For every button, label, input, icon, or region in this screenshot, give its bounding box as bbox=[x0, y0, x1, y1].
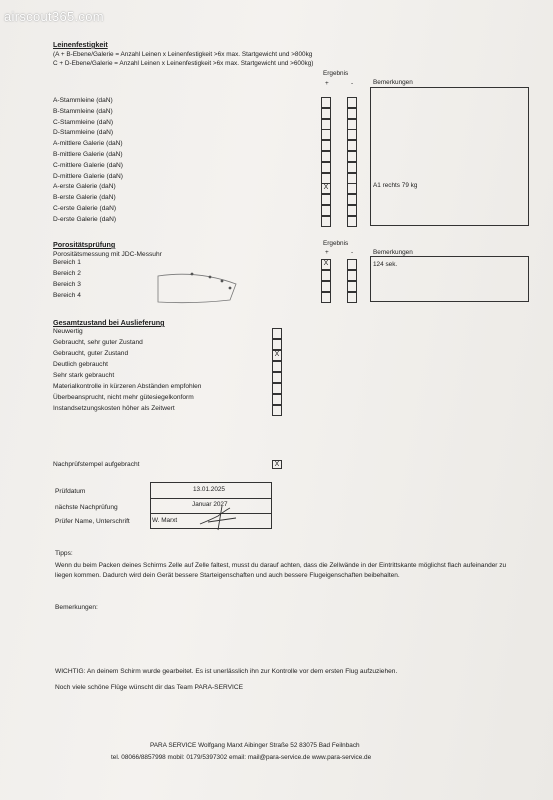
zustand-checkbox-plus[interactable] bbox=[272, 328, 282, 339]
measure-point-2 bbox=[209, 276, 212, 279]
tipps-text: Wenn du beim Packen deines Schirms Zelle auf Zelle faltest, musst du darauf achten, dass die Zellwände in der Eintrittskante möglichst flach aufeinander zu liegen kommen. Dadurch wird dein Gerät bessere Starteigenschaften und auch bessere Flugeigenschaften beibehalten. bbox=[55, 562, 507, 579]
zustand-row-label: Deutlich gebraucht bbox=[53, 361, 108, 368]
leinen-checkbox-minus[interactable] bbox=[347, 194, 357, 205]
leinen-row-label: A-mittlere Galerie (daN) bbox=[53, 140, 123, 148]
leinen-checkbox-minus[interactable] bbox=[347, 151, 357, 162]
poro-row-label: Bereich 2 bbox=[53, 270, 81, 277]
ergebnis-label: Ergebnis bbox=[323, 70, 349, 77]
leinen-checkbox-plus[interactable] bbox=[321, 119, 331, 130]
zustand-checkbox-plus[interactable] bbox=[272, 339, 282, 350]
poro-checkbox-plus[interactable] bbox=[321, 270, 331, 281]
leinen-checkbox-plus[interactable] bbox=[321, 173, 331, 184]
poro-subtitle: Porositätsmessung mit JDC-Messuhr bbox=[53, 251, 162, 258]
leinen-checkbox-minus[interactable] bbox=[347, 162, 357, 173]
zustand-row-label: Neuwertig bbox=[53, 328, 83, 335]
zustand-row-label: Instandsetzungskosten höher als Zeitwert bbox=[53, 405, 175, 412]
section-title-leinen: Leinenfestigkeit bbox=[53, 40, 108, 49]
zustand-row-label: Gebraucht, guter Zustand bbox=[53, 350, 129, 357]
poro-plus-label: + bbox=[325, 249, 329, 256]
leinen-checkbox-plus[interactable] bbox=[321, 194, 331, 205]
leinen-checkbox-minus[interactable] bbox=[347, 216, 357, 227]
gruss-text: Noch viele schöne Flüge wünscht dir das Team PARA-SERVICE bbox=[55, 684, 244, 691]
bemerkung-leinen-value: A1 rechts 79 kg bbox=[373, 182, 418, 189]
stempel-checkbox[interactable]: X bbox=[272, 460, 282, 469]
footer-line-1: PARA SERVICE Wolfgang Marxt Aibinger Straße 52 83075 Bad Feilnbach bbox=[150, 742, 360, 749]
leinen-checkbox-minus[interactable] bbox=[347, 183, 357, 194]
naechste-value: Januar 2027 bbox=[192, 501, 228, 508]
leinen-checkbox-plus[interactable] bbox=[321, 162, 331, 173]
poro-checkbox-plus[interactable] bbox=[321, 292, 331, 303]
watermark: airscout365.com bbox=[4, 9, 104, 24]
leinen-row-label: B-Stammleine (daN) bbox=[53, 107, 113, 115]
tipps-label: Tipps: bbox=[55, 550, 73, 557]
stempel-label: Nachprüfstempel aufgebracht bbox=[53, 461, 140, 468]
leinen-checkbox-plus[interactable] bbox=[321, 97, 331, 108]
poro-row-label: Bereich 1 bbox=[53, 259, 81, 266]
zustand-row-label: Gebraucht, sehr guter Zustand bbox=[53, 339, 143, 346]
wichtig-text: WICHTIG: An deinem Schirm wurde gearbeitet. Es ist unerlässlich ihn zur Kontrolle vor dem ersten Flug aufzuziehen. bbox=[55, 668, 398, 675]
measure-point-4 bbox=[229, 287, 232, 290]
leinen-checkbox-plus[interactable] bbox=[321, 151, 331, 162]
leinen-checkbox-minus[interactable] bbox=[347, 129, 357, 140]
pruefer-label: Prüfer Name, Unterschrift bbox=[55, 518, 130, 525]
leinen-checkbox-plus[interactable] bbox=[321, 129, 331, 140]
poro-row-label: Bereich 3 bbox=[53, 281, 81, 288]
leinen-checkbox-minus[interactable] bbox=[347, 119, 357, 130]
leinen-row-label: C-Stammleine (daN) bbox=[53, 118, 114, 126]
poro-checkbox-minus[interactable] bbox=[347, 270, 357, 281]
leinen-row-label: A-erste Galerie (daN) bbox=[53, 183, 116, 191]
poro-minus-label: - bbox=[351, 249, 354, 256]
leinen-checkbox-minus[interactable] bbox=[347, 108, 357, 119]
formula-line-2: C + D-Ebene/Galerie = Anzahl Leinen x Leinenfestigkeit >6x max. Startgewicht und >600kg) bbox=[53, 60, 314, 67]
signature bbox=[196, 504, 238, 532]
section-title-poro: Porositätsprüfung bbox=[53, 240, 116, 249]
leinen-checkbox-minus[interactable] bbox=[347, 205, 357, 216]
poro-checkbox-plus[interactable] bbox=[321, 281, 331, 292]
pruefdatum-value: 13.01.2025 bbox=[193, 486, 225, 493]
naechste-label: nächste Nachprüfung bbox=[55, 504, 118, 511]
leinen-row-label: D-erste Galerie (daN) bbox=[53, 215, 117, 223]
wing-sketch bbox=[150, 266, 242, 308]
leinen-row-label: D-mittlere Galerie (daN) bbox=[53, 172, 123, 180]
leinen-row-label: B-mittlere Galerie (daN) bbox=[53, 151, 123, 158]
poro-ergebnis-label: Ergebnis bbox=[323, 240, 349, 247]
leinen-checkbox-plus[interactable] bbox=[321, 205, 331, 216]
poro-checkbox-minus[interactable] bbox=[347, 259, 357, 270]
minus-label: - bbox=[351, 80, 354, 87]
zustand-checkbox-plus[interactable] bbox=[272, 405, 282, 416]
leinen-checkbox-minus[interactable] bbox=[347, 140, 357, 151]
measure-point-1 bbox=[191, 273, 194, 276]
zustand-checkbox-plus[interactable] bbox=[272, 394, 282, 405]
bemerkungen-box-leinen bbox=[370, 87, 529, 226]
measure-point-3 bbox=[221, 280, 224, 283]
footer-line-2: tel. 08066/8857998 mobil: 0179/5397302 email: mail@para-service.de www.para-service.de bbox=[111, 754, 372, 761]
leinen-row-label: C-erste Galerie (daN) bbox=[53, 205, 117, 212]
poro-row-label: Bereich 4 bbox=[53, 292, 81, 299]
zustand-checkbox-plus[interactable]: X bbox=[272, 350, 282, 361]
bemerkungen-footer-label: Bemerkungen: bbox=[55, 604, 98, 611]
zustand-row-label: Überbeansprucht, nicht mehr gütesiegelkonform bbox=[53, 394, 194, 401]
poro-checkbox-minus[interactable] bbox=[347, 281, 357, 292]
plus-label: + bbox=[325, 80, 329, 87]
bemerkungen-label: Bemerkungen bbox=[373, 79, 413, 86]
poro-checkbox-plus[interactable]: X bbox=[321, 259, 331, 270]
leinen-row-label: B-erste Galerie (daN) bbox=[53, 194, 116, 202]
leinen-row-label: C-mittlere Galerie (daN) bbox=[53, 161, 123, 169]
leinen-checkbox-plus[interactable] bbox=[321, 108, 331, 119]
leinen-checkbox-plus[interactable] bbox=[321, 140, 331, 151]
section-title-zustand: Gesamtzustand bei Auslieferung bbox=[53, 318, 165, 327]
leinen-checkbox-plus[interactable]: X bbox=[321, 183, 331, 194]
formula-line-1: (A + B-Ebene/Galerie = Anzahl Leinen x Leinenfestigkeit >6x max. Startgewicht und >800kg bbox=[53, 51, 313, 58]
poro-bemerkungen-label: Bemerkungen bbox=[373, 249, 413, 256]
bemerkung-poro-value: 124 sek. bbox=[373, 261, 398, 268]
pruefdatum-label: Prüfdatum bbox=[55, 488, 86, 495]
leinen-row-label: D-Stammleine (daN) bbox=[53, 129, 114, 137]
leinen-checkbox-minus[interactable] bbox=[347, 97, 357, 108]
zustand-checkbox-plus[interactable] bbox=[272, 372, 282, 383]
zustand-row-label: Sehr stark gebraucht bbox=[53, 372, 115, 379]
zustand-checkbox-plus[interactable] bbox=[272, 361, 282, 372]
poro-checkbox-minus[interactable] bbox=[347, 292, 357, 303]
leinen-checkbox-minus[interactable] bbox=[347, 173, 357, 184]
zustand-checkbox-plus[interactable] bbox=[272, 383, 282, 394]
leinen-checkbox-plus[interactable] bbox=[321, 216, 331, 227]
leinen-row-label: A-Stammleine (daN) bbox=[53, 97, 113, 104]
zustand-row-label: Materialkontrolle in kürzeren Abständen empfohlen bbox=[53, 383, 202, 390]
pruefer-value: W. Marxt bbox=[152, 517, 178, 524]
